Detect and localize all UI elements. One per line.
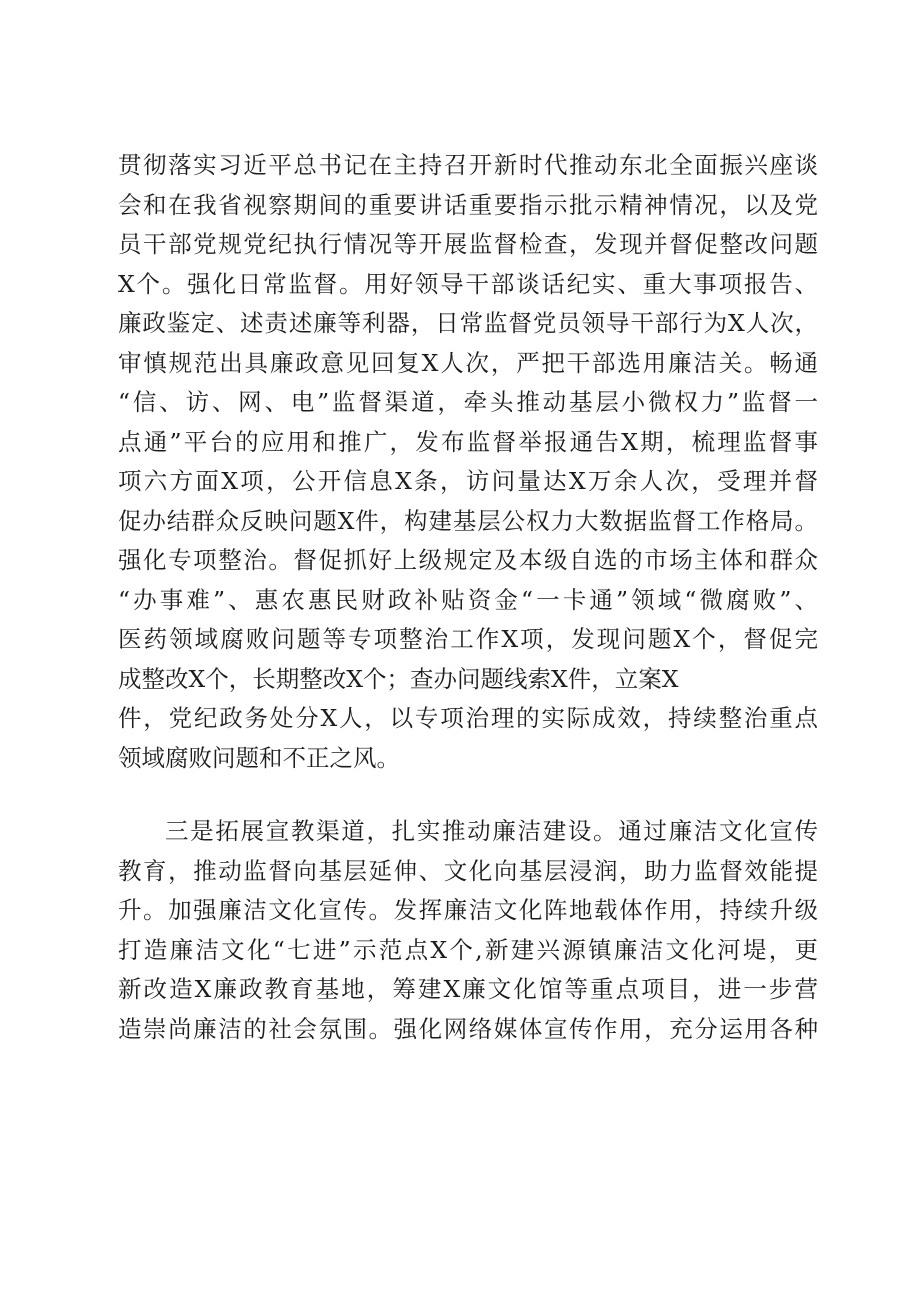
text-line: 三是拓展宣教渠道，扎实推动廉洁建设。通过廉洁文化宣传 [165, 817, 818, 845]
text-line: 医药领域腐败问题等专项整治工作X项，发现问题X个，督促完 [118, 625, 818, 653]
text-line: 点通”平台的应用和推广，发布监督举报通告X期，梳理监督事 [118, 427, 818, 456]
text-line: 造崇尚廉洁的社会氛围。强化网络媒体宣传作用，充分运用各种 [118, 1014, 818, 1043]
paragraph-spacer [118, 778, 818, 812]
text-line: 领域腐败问题和不正之风。 [118, 743, 400, 772]
text-line: 会和在我省视察期间的重要讲话重要指示批示精神情况，以及党 [118, 190, 818, 219]
text-line: 促办结群众反映问题X件，构建基层公权力大数据监督工作格局。 [118, 506, 818, 535]
text-line: 强化专项整治。督促抓好上级规定及本级自选的市场主体和群众 [118, 546, 818, 574]
document-body [118, 146, 818, 1049]
text-line: 贯彻落实习近平总书记在主持召开新时代推动东北全面振兴座谈 [118, 151, 818, 179]
text-line: 成整改X个，长期整改X个；查办问题线索X件，立案X [118, 664, 679, 693]
text-line: X个。强化日常监督。用好领导干部谈话纪实、重大事项报告、 [118, 269, 818, 298]
text-line: 升。加强廉洁文化宣传。发挥廉洁文化阵地载体作用，持续升级 [118, 896, 818, 924]
text-line: 新改造X廉政教育基地，筹建X廉文化馆等重点项目，进一步营 [118, 975, 818, 1003]
text-line: 教育，推动监督向基层延伸、文化向基层浸润，助力监督效能提 [118, 856, 818, 885]
text-line: 廉政鉴定、述责述廉等利器，日常监督党员领导干部行为X人次， [118, 309, 818, 337]
text-line: 项六方面X项，公开信息X条，访问量达X万余人次，受理并督 [118, 467, 818, 495]
paragraph-1 [118, 146, 818, 778]
text-line: 打造廉洁文化“七进”示范点X个,新建兴源镇廉洁文化河堤，更 [118, 935, 818, 964]
text-line: 审慎规范出具廉政意见回复X人次，严把干部选用廉洁关。畅通 [118, 348, 818, 377]
text-line: “信、访、网、电”监督渠道，牵头推动基层小微权力”监督一 [118, 388, 818, 416]
text-line: 员干部党规党纪执行情况等开展监督检查，发现并督促整改问题 [118, 230, 818, 258]
paragraph-2 [118, 812, 818, 1049]
text-line: 件，党纪政务处分X人，以专项治理的实际成效，持续整治重点 [118, 704, 818, 732]
text-line: “办事难”、惠农惠民财政补贴资金“一卡通”领域“微腐败”、 [118, 585, 818, 614]
